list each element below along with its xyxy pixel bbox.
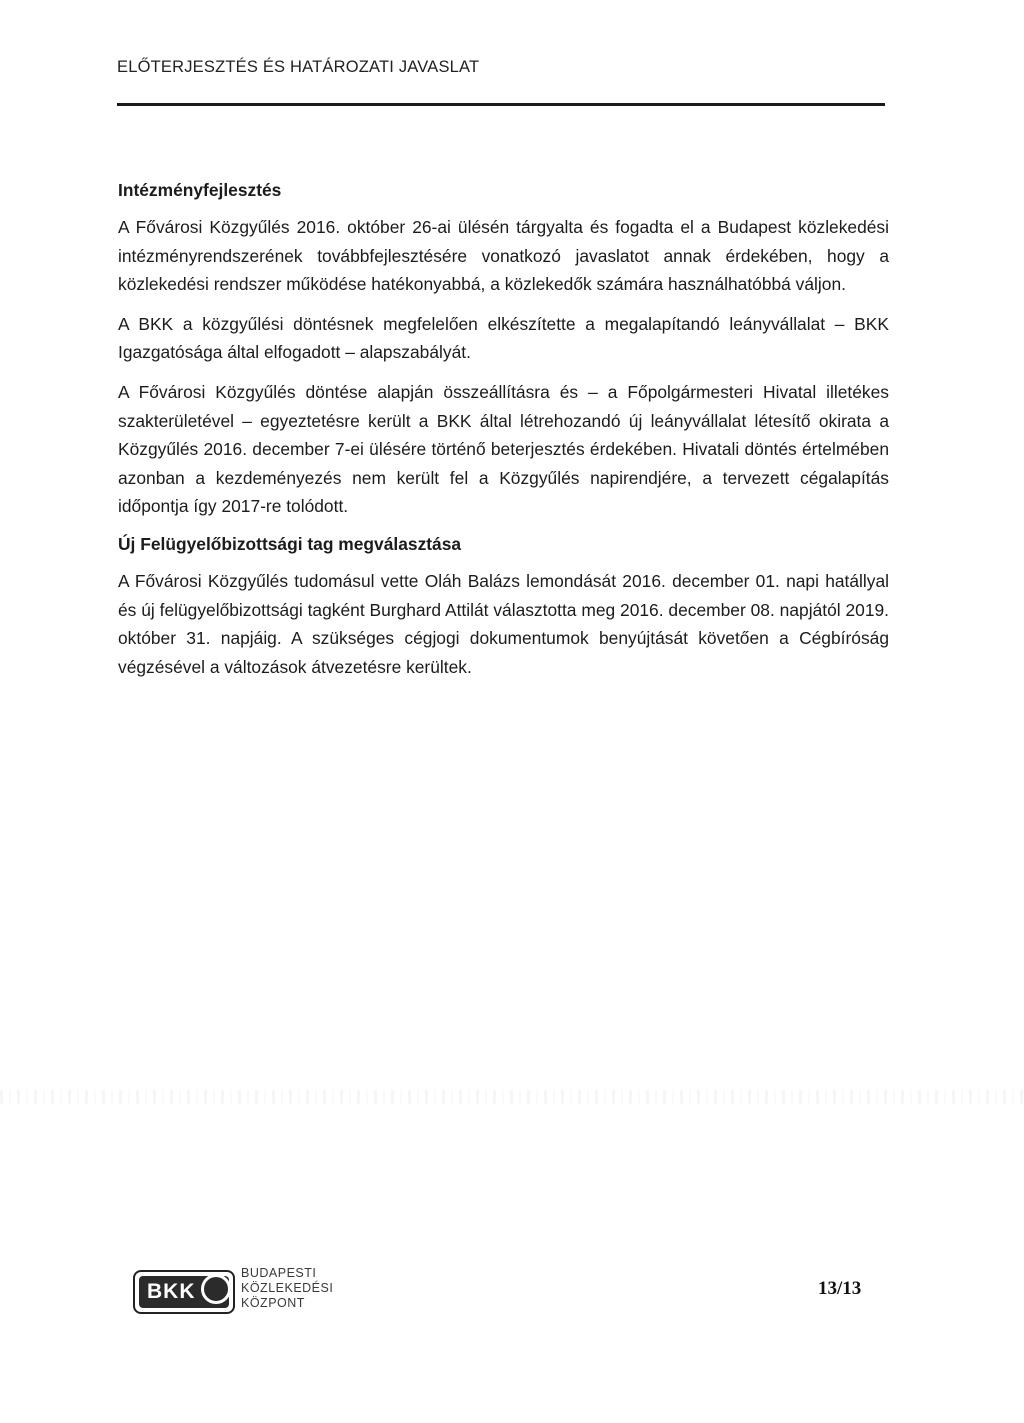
bkk-logo-badge bbox=[133, 1270, 235, 1314]
page-number: 13/13 bbox=[818, 1278, 862, 1299]
scan-artifact bbox=[0, 1090, 1024, 1104]
logo-line: BUDAPESTI bbox=[241, 1266, 317, 1280]
paragraph: A Fővárosi Közgyűlés döntése alapján összeállításra és – a Főpolgármesteri Hivatal illetékes szakterületével – egyeztetésre került a BKK által létrehozandó új leányvállalat létesítő okirata a Közgyűlés 2016. december 7-ei ülésére történő beterjesztés érdekében. Hivatali döntés értelmében azonban a kezdeményezés nem került fel a Közgyűlés napirendjére, a tervezett cégalapítás időpontja így 2017-re tolódott. bbox=[118, 381, 889, 517]
section-heading: Intézményfejlesztés bbox=[118, 180, 282, 200]
document-body bbox=[118, 178, 889, 692]
bkk-ring-icon bbox=[201, 1274, 231, 1304]
page-header-title: ELŐTERJESZTÉS ÉS HATÁROZATI JAVASLAT bbox=[117, 58, 480, 76]
logo-line: KÖZLEKEDÉSI bbox=[241, 1281, 334, 1295]
paragraph: A Fővárosi Közgyűlés tudomásul vette Oláh Balázs lemondását 2016. december 01. napi hatállyal és új felügyelőbizottsági tagként Burghard Attilát választotta meg 2016. december 08. napjától 2019. október 31. napjáig. A szükséges cégjogi dokumentumok benyújtását követően a Cégbíróság végzésével a változások átvezetésre kerültek. bbox=[118, 570, 889, 677]
bkk-logo-mark: BKK bbox=[139, 1276, 229, 1308]
section-heading: Új Felügyelőbizottsági tag megválasztása bbox=[118, 533, 462, 554]
logo-line: KÖZPONT bbox=[241, 1296, 305, 1310]
paragraph: A BKK a közgyűlési döntésnek megfelelően elkészítette a megalapítandó leányvállalat – BKK Igazgatósága által elfogadott – alapszabályát. bbox=[118, 313, 889, 363]
header-divider bbox=[117, 103, 885, 106]
bkk-logo-text bbox=[241, 1266, 333, 1311]
paragraph: A Fővárosi Közgyűlés 2016. október 26-ai ülésén tárgyalta és fogadta el a Budapest közlekedési intézményrendszerének továbbfejlesztésére vonatkozó javaslatot annak érdekében, hogy a közlekedési rendszer működése hatékonyabbá, a közlekedők számára használhatóbbá váljon. bbox=[118, 217, 889, 295]
bkk-logo bbox=[133, 1266, 343, 1316]
